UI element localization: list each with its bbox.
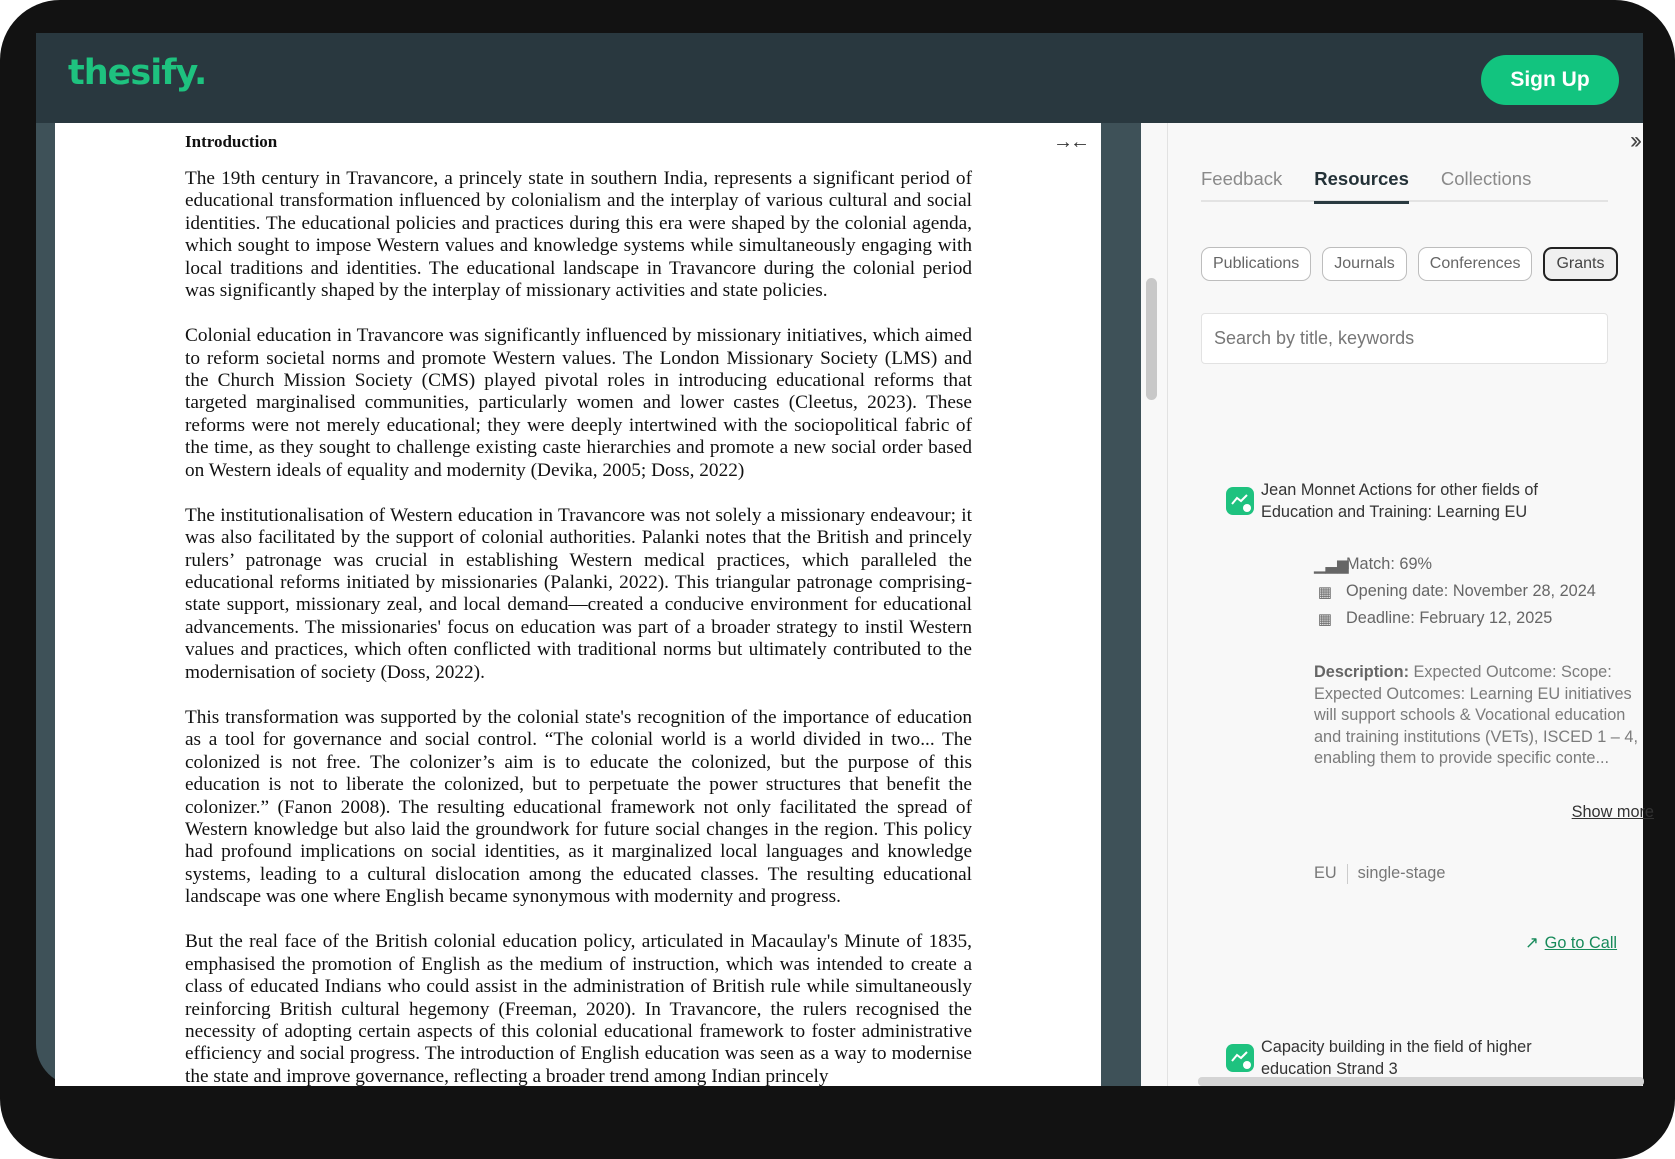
opening-date-row <box>1314 582 1596 601</box>
match-value: Match: 69% <box>1346 555 1432 573</box>
collapse-arrows-icon[interactable]: →← <box>1053 131 1087 153</box>
paragraph: The 19th century in Travancore, a princely state in southern India, represents a significant period of educational transformation influenced by colonialism and the interplay of various cultural and social identities. The educational policies and practices during this era were shaped by the colonial agenda, which sought to impose Western values and knowledge systems while simultaneously engaging with local traditions and identities. The educational landscape in Travancore during the colonial period was significantly shaped by the interplay of missionary activities and state policies. <box>185 168 972 302</box>
tag: EU <box>1314 864 1337 882</box>
tag-separator <box>1347 864 1348 884</box>
chip-grants[interactable]: Grants <box>1543 247 1617 281</box>
tab-collections[interactable]: Collections <box>1440 168 1532 189</box>
deadline-row <box>1314 609 1552 628</box>
deadline-date: Deadline: February 12, 2025 <box>1346 609 1553 627</box>
external-link-icon: ↗ <box>1525 934 1539 952</box>
calendar-icon: ▦ <box>1317 610 1333 628</box>
horizontal-scrollbar[interactable] <box>1198 1077 1644 1086</box>
go-to-call-link[interactable] <box>1525 933 1617 953</box>
grant-title[interactable]: Capacity building in the field of higher education Strand 3 <box>1261 1038 1532 1078</box>
description-label: Description: <box>1314 663 1409 681</box>
vertical-scrollbar[interactable] <box>1146 278 1157 400</box>
grant-description <box>1314 662 1644 770</box>
grant-tags <box>1314 864 1445 884</box>
document-page[interactable] <box>55 123 1101 1086</box>
match-row <box>1314 555 1432 574</box>
description-text: Expected Outcome: Scope: Expected Outcomes: Learning EU initiatives will support schools & Vocational education and training institutions (VETs), ISCED 1 – 4, enabling them to provide specific conte... <box>1314 663 1638 768</box>
calendar-icon: ▦ <box>1317 583 1333 601</box>
signal-bars-icon: ▁▃▆ <box>1314 556 1349 574</box>
paragraph: But the real face of the British colonial education policy, articulated in Macaulay's Minute of 1835, emphasised the promotion of English as the medium of instruction, which was intended to create a class of educated Indians who could assist in the administration of British rule while simultaneously reinforcing British cultural hegemony (Freeman, 2020). In Travancore, the rulers recognised the necessity of adopting certain aspects of this colonial educational framework to foster administrative efficiency and social progress. The introduction of English education was seen as a way to modernise the state and improve governance, reflecting a broader trend among Indian princely <box>185 931 972 1087</box>
logo[interactable]: thesify. <box>68 53 207 93</box>
sign-up-button[interactable]: Sign Up <box>1481 55 1619 105</box>
grant-chart-icon <box>1226 1044 1254 1072</box>
paragraph: Colonial education in Travancore was significantly influenced by missionary initiatives, which aimed to reform societal norms and promote Western values. The London Missionary Society (LMS) and the Church Mission Society (CMS) played pivotal roles in introducing educational reforms that targeted marginalised communities, particularly women and lower castes (Cleetus, 2023). These reforms were not merely educational; they were deeply intertwined with the sociopolitical fabric of the time, as they sought to challenge existing caste hierarchies and promote a new social order based on Western ideals of equality and modernity (Devika, 2005; Doss, 2022) <box>185 325 972 481</box>
go-to-call-label: Go to Call <box>1544 933 1618 952</box>
opening-date: Opening date: November 28, 2024 <box>1346 582 1596 600</box>
paragraph: The institutionalisation of Western education in Travancore was not solely a missionary endeavour; it was also facilitated by the support of colonial authorities. Palanki notes that the British and princely rulers’ patronage was crucial in establishing Western medical practices, which paralleled the educational reforms initiated by missionaries (Palanki, 2022). This triangular patronage comprising- state support, missionary zeal, and local demand—created a conducive environment for educational advancements. The missionaries' focus on education was part of a broader strategy to instil Western values and practices, which often conflicted with traditional norms but ultimately contributed to the modernisation of society (Doss, 2022). <box>185 504 972 683</box>
chip-journals[interactable]: Journals <box>1322 247 1406 281</box>
section-heading: Introduction <box>185 132 278 151</box>
app-screen <box>36 33 1654 1087</box>
search-input[interactable] <box>1201 313 1608 364</box>
resources-panel <box>1141 123 1654 1086</box>
panel-tabs <box>1201 168 1608 202</box>
tag: single-stage <box>1357 864 1446 882</box>
chip-publications[interactable]: Publications <box>1201 247 1311 281</box>
grant-title[interactable]: Jean Monnet Actions for other fields of Education and Training: Learning EU <box>1261 481 1538 521</box>
paragraph: This transformation was supported by the colonial state's recognition of the importance of education as a tool for governance and social control. “The colonial world is a world divided in two... The colonized is not free. The colonizer’s aim is to educate the colonized, but the purpose of this education is not to liberate the colonized, but to perpetuate the power structures that benefit the colonizer.” (Fanon 2008). The resulting educational framework not only facilitated the spread of Western knowledge but also laid the groundwork for future social changes in the region. This policy had profound implications on social identities, as it marginalized local languages and knowledge systems, leading to a cultural dislocation among the educated classes. The resulting educational landscape was one where English became synonymous with modernity and progress. <box>185 706 972 908</box>
document-body[interactable] <box>185 168 972 1111</box>
resource-filter-chips <box>1201 247 1618 281</box>
top-bar <box>36 33 1643 123</box>
grant-chart-icon <box>1226 487 1254 515</box>
tab-feedback[interactable]: Feedback <box>1201 168 1283 189</box>
expand-panel-chevrons-icon[interactable]: ›› <box>1630 127 1638 154</box>
tab-resources[interactable]: Resources <box>1314 168 1409 202</box>
chip-conferences[interactable]: Conferences <box>1418 247 1533 281</box>
show-more-link[interactable]: Show more <box>1571 803 1654 821</box>
divider-gutter <box>1101 123 1141 1086</box>
